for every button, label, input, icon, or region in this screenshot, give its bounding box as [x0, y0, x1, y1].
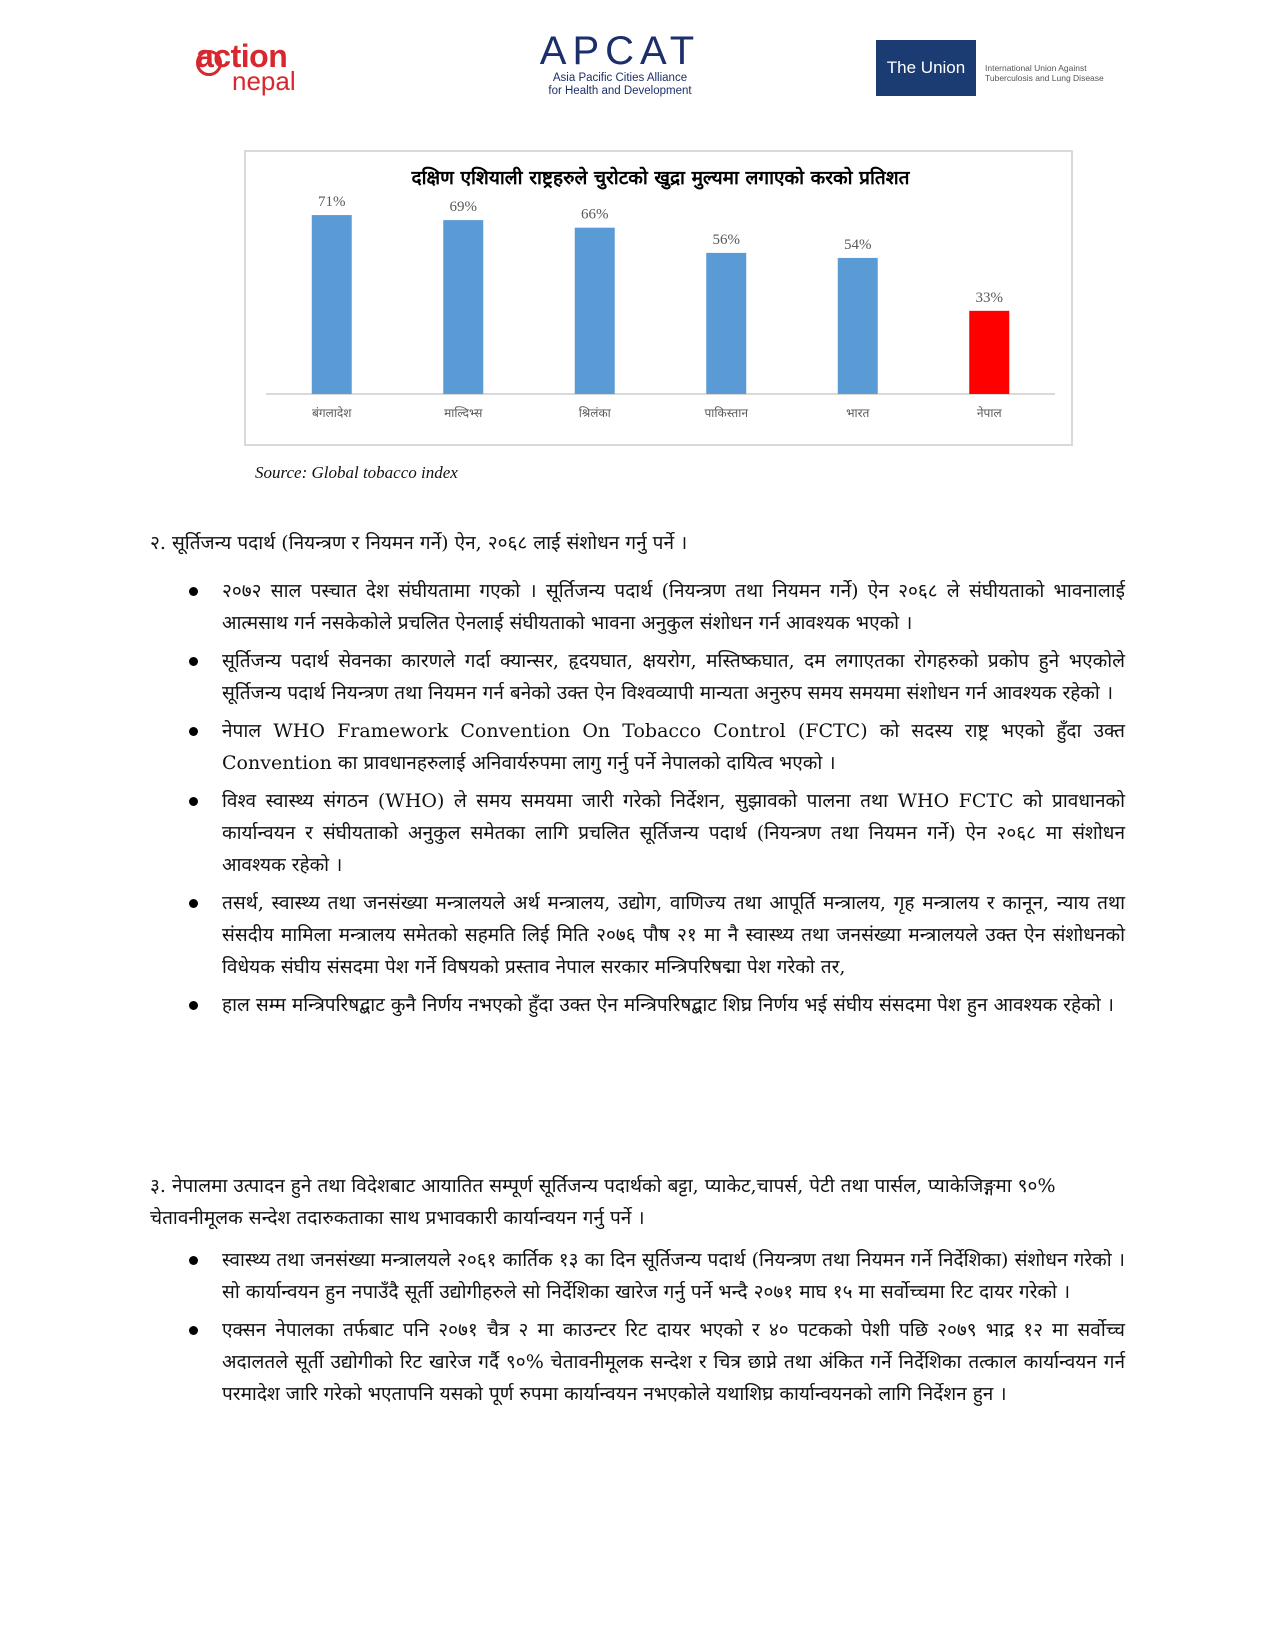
bullet-dot-icon [189, 1326, 198, 1335]
chart-source: Source: Global tobacco index [255, 463, 458, 482]
bar-value-label-3: 66% [581, 206, 609, 223]
bullet-dot-icon [189, 727, 198, 736]
apcat-logo-title: APCAT [539, 29, 701, 73]
bullet-dot-icon [189, 1001, 198, 1010]
section-3-bullet-2 [150, 1314, 1125, 1410]
section-3-bullet-1 [150, 1244, 1125, 1308]
apcat-logo [535, 30, 705, 98]
category-label-2: माल्दिभ्स [444, 406, 483, 420]
section-2-bullet-3 [150, 715, 1125, 779]
section-3-bullet-text: एक्सन नेपालका तर्फबाट पनि २०७१ चैत्र २ मा काउन्टर रिट दायर भएको र ४० पटकको पेशी पछि २०७९ भाद्र १२ मा सर्वोच्च अदालतले सूर्ती उद्योगीको रिट खारेज गर्दै ९०% चेतावनीमूलक सन्देश र चित्र छाप्ने तथा अंकित गर्ने निर्देशिका तत्काल कार्यान्वयन गर्न परमादेश जारि गरेको भएतापनि यसको पूर्ण रुपमा कार्यान्वयन नभएकोले यथाशिघ्र कार्यान्वयनको लागि निर्देशन हुन । [222, 1319, 1125, 1405]
the-union-badge-text: The Union [886, 58, 966, 77]
section-3-bullet-text: स्वास्थ्य तथा जनसंख्या मन्त्रालयले २०६१ कार्तिक १३ का दिन सूर्तिजन्य पदार्थ (नियन्त्रण तथा नियमन गर्ने निर्देशिका) संशोधन गरेको । सो कार्यान्वयन हुन नपाउँदै सूर्ती उद्योगीहरुले सो निर्देशिका खारेज गर्नु पर्ने भन्दै २०७१ माघ १५ मा सर्वोच्चमा रिट दायर गरेको । [222, 1249, 1125, 1303]
category-label-3: श्रिलंका [578, 406, 611, 420]
apcat-logo-line1: Asia Pacific Cities Alliance [552, 72, 688, 84]
bullet-dot-icon [189, 587, 198, 596]
section-2-bullet-text: नेपाल WHO Framework Convention On Tobacco Control (FCTC) को सदस्य राष्ट्र भएको हुँदा उक्त Convention का प्रावधानहरुलाई अनिवार्यरुपमा लागु गर्नु पर्ने नेपालको दायित्व भएको । [222, 720, 1125, 774]
section-2-bullets [150, 575, 1125, 1027]
section-2-bullet-6 [150, 989, 1125, 1021]
section-2-bullet-text: तसर्थ, स्वास्थ्य तथा जनसंख्या मन्त्रालयले अर्थ मन्त्रालय, उद्योग, वाणिज्य तथा आपूर्ति मन्त्रालय, गृह मन्त्रालय र कानून, न्याय तथा संसदीय मामिला मन्त्रालय समेतको सहमति लिई मिति २०७६ पौष २१ मा नै स्वास्थ्य तथा जनसंख्या मन्त्रालयले उक्त ऐन संशोधनको विधेयक संघीय संसदमा पेश गर्ने विषयको प्रस्ताव नेपाल सरकार मन्त्रिपरिषद्मा पेश गरेको तर, [222, 892, 1125, 978]
chart-title: दक्षिण एशियाली राष्ट्रहरुले चुरोटको खुद्रा मुल्यमा लगाएको करको प्रतिशत [411, 167, 910, 189]
tax-percentage-chart [244, 150, 1073, 446]
bar-5 [838, 258, 878, 394]
bullet-dot-icon [189, 899, 198, 908]
section-2-heading: २. सूर्तिजन्य पदार्थ (नियन्त्रण र नियमन गर्ने) ऐन, २०६८ लाई संशोधन गर्नु पर्ने । [150, 532, 688, 554]
category-label-4: पाकिस्तान [704, 406, 749, 420]
bar-4 [706, 253, 746, 394]
bar-2 [443, 220, 483, 394]
action-nepal-logo [196, 38, 306, 96]
bar-1 [312, 215, 352, 394]
the-union-logo [876, 40, 976, 96]
category-label-5: भारत [846, 406, 870, 420]
bar-value-label-1: 71% [318, 194, 346, 211]
apcat-logo-line2: for Health and Development [548, 85, 692, 97]
bullet-dot-icon [189, 657, 198, 666]
section-2-bullet-2 [150, 645, 1125, 709]
bar-value-label-5: 54% [844, 236, 872, 253]
section-2-bullet-text: सूर्तिजन्य पदार्थ सेवनका कारणले गर्दा क्यान्सर, हृदयघात, क्षयरोग, मस्तिष्कघात, दम लगाएतका रोगहरुको प्रकोप हुने भएकोले सूर्तिजन्य पदार्थ नियन्त्रण तथा नियमन गर्न बनेको उक्त ऐन विश्वव्यापी मान्यता अनुरुप समय समयमा संशोधन गर्न आवश्यक रहेको । [222, 650, 1125, 704]
the-union-tagline [985, 63, 1135, 83]
bullet-dot-icon [189, 1256, 198, 1265]
section-2-bullet-text: हाल सम्म मन्त्रिपरिषद्बाट कुनै निर्णय नभएको हुँदा उक्त ऐन मन्त्रिपरिषद्बाट शिघ्र निर्णय भई संघीय संसदमा पेश हुन आवश्यक रहेको । [222, 994, 1114, 1016]
action-logo-word: action [196, 38, 288, 74]
section-2-bullet-text: विश्व स्वास्थ्य संगठन (WHO) ले समय समयमा जारी गरेको निर्देशन, सुझावको पालना तथा WHO FCTC को प्रावधानको कार्यान्वयन र संघीयताको अनुकुल समेतका लागि प्रचलित सूर्तिजन्य पदार्थ (नियन्त्रण तथा नियमन गर्ने) ऐन २०६८ मा संशोधन आवश्यक रहेको । [222, 790, 1125, 876]
chart-canvas [246, 152, 1075, 448]
section-2-bullet-1 [150, 575, 1125, 639]
bar-value-label-4: 56% [712, 231, 740, 248]
bullet-dot-icon [189, 797, 198, 806]
section-2-bullet-text: २०७२ साल पस्चात देश संघीयतामा गएको । सूर्तिजन्य पदार्थ (नियन्त्रण तथा नियमन गर्ने) ऐन २०६८ ले संघीयताको भावनालाई आत्मसाथ गर्न नसकेकोले प्रचलित ऐनलाई संघीयताको भावना अनुकुल संशोधन गर्न आवश्यक भएको । [222, 580, 1125, 634]
the-union-tagline-line1: International Union Against [985, 63, 1087, 73]
category-label-1: बंगलादेश [312, 406, 352, 420]
bar-3 [575, 228, 615, 394]
bar-value-label-2: 69% [449, 199, 477, 216]
bar-value-label-6: 33% [975, 289, 1003, 306]
section-3-bullets [150, 1244, 1125, 1416]
bar-6 [969, 311, 1009, 394]
category-label-6: नेपाल [976, 406, 1002, 420]
section-2-bullet-5 [150, 887, 1125, 983]
section-2-bullet-4 [150, 785, 1125, 881]
section-3-heading: ३. नेपालमा उत्पादन हुने तथा विदेशबाट आयातित सम्पूर्ण सूर्तिजन्य पदार्थको बट्टा, प्याकेट,चापर्स, पेटी तथा पार्सल, प्याकेजिङ्गमा ९०% चेतावनीमूलक सन्देश तदारुकताका साथ प्रभावकारी कार्यान्वयन गर्नु पर्ने । [150, 1175, 1056, 1229]
the-union-tagline-line2: Tuberculosis and Lung Disease [985, 73, 1104, 83]
action-logo-sub: nepal [232, 66, 296, 96]
